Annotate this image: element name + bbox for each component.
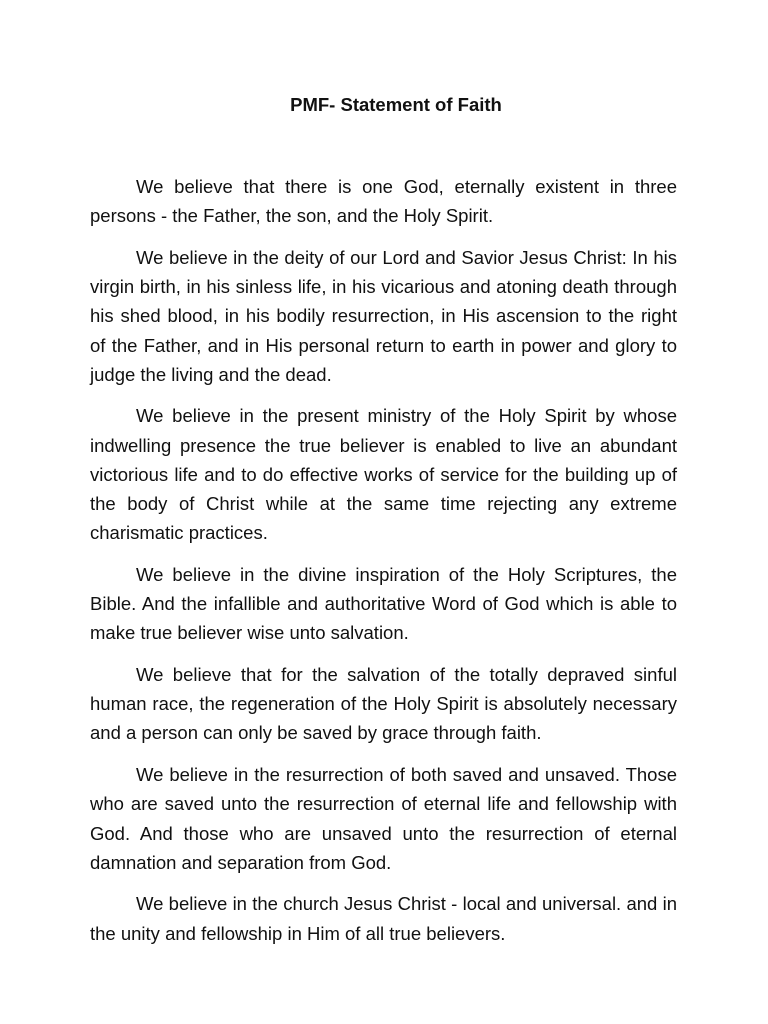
paragraph-4: We believe in the divine inspiration of the Holy Scriptures, the Bible. And the infallible and authoritative Word of God which is able to make true believer wise unto salvation. (90, 563, 677, 644)
paragraph-1: We believe that there is one God, eternally existent in three persons - the Father, the son, and the Holy Spirit. (90, 176, 677, 227)
paragraph-7: We believe in the church Jesus Christ - local and universal. and in the unity and fellowship in Him of all true believers. (90, 893, 677, 944)
document-body (90, 172, 677, 960)
paragraph-3: We believe in the present ministry of the Holy Spirit by whose indwelling presence the true believer is enabled to live an abundant victorious life and to do effective works of service for the building up of the body of Christ while at the same time rejecting any extreme charismatic practices. (90, 405, 677, 544)
paragraph-5: We believe that for the salvation of the totally depraved sinful human race, the regeneration of the Holy Spirit is absolutely necessary and a person can only be saved by grace through faith. (90, 664, 677, 744)
document-title: PMF- Statement of Faith (290, 94, 502, 115)
paragraph-6: We believe in the resurrection of both saved and unsaved. Those who are saved unto the resurrection of eternal life and fellowship with God. And those who are unsaved unto the resurrection of eternal damnation and separation from God. (90, 764, 677, 873)
paragraph-2: We believe in the deity of our Lord and Savior Jesus Christ: In his virgin birth, in his sinless life, in his vicarious and atoning death through his shed blood, in his bodily resurrection, in His ascension to the right of the Father, and in His personal return to earth in power and glory to judge the living and the dead. (90, 246, 677, 385)
